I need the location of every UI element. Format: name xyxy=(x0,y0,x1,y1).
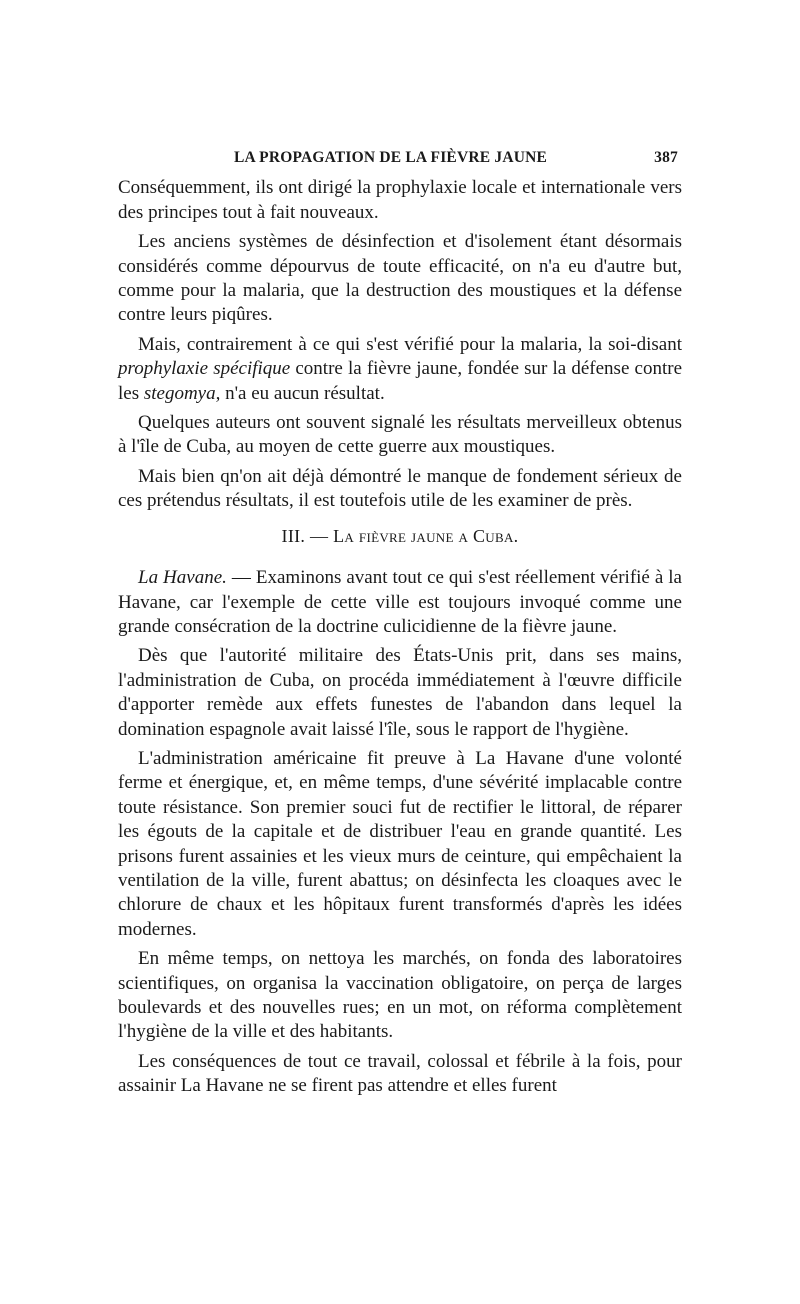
paragraph-10: Les conséquences de tout ce travail, colossal et fébrile à la fois, pour assainir La Havane ne se firent pas attendre et elles furent xyxy=(118,1050,682,1097)
paragraph-4: Quelques auteurs ont souvent signalé les résultats merveilleux obtenus à l'île de Cuba, au moyen de cette guerre aux moustiques. xyxy=(118,412,682,458)
section-title: La fièvre jaune a Cuba. xyxy=(333,525,519,546)
book-page xyxy=(118,146,682,1162)
section-heading xyxy=(118,524,682,548)
paragraph-7: Dès que l'autorité militaire des États-Unis prit, dans ses mains, l'administration de Cuba, on procéda immédiatement à l'œuvre difficile d'apporter remède aux effets funestes de l'abandon dans lequel la domination espagnole avait laissé l'île, sous le rapport de l'hygiène. xyxy=(118,645,682,740)
paragraph-3 xyxy=(118,333,682,406)
paragraph-2: Les anciens systèmes de désinfection et d'isolement étant désormais considérés comme dépourvus de toute efficacité, on n'a eu d'autre but, comme pour la malaria, que la destruction des moustiques et la défense contre leurs piqûres. xyxy=(118,231,682,326)
paragraph-3-emphasis-prophylaxie: prophylaxie spécifique xyxy=(118,358,291,380)
running-head xyxy=(118,146,682,170)
paragraph-3-text-c: n'a eu aucun résultat. xyxy=(220,382,385,404)
paragraph-5: Mais bien qn'on ait déjà démontré le manque de fondement sérieux de ces prétendus résultats, il est toutefois utile de les examiner de près. xyxy=(118,465,682,512)
page-number: 387 xyxy=(654,149,678,166)
running-head-title: LA PROPAGATION DE LA FIÈVRE JAUNE xyxy=(234,149,548,166)
paragraph-1: Conséquemment, ils ont dirigé la prophylaxie locale et internationale vers des principes tout à fait nouveaux. xyxy=(118,177,682,223)
paragraph-6-text: — Examinons avant tout ce qui s'est réellement vérifié à la Havane, car l'exemple de cette ville est toujours invoqué comme une grande consécration de la doctrine culicidienne de la fièvre jaune. xyxy=(118,567,682,637)
paragraph-3-emphasis-stegomya: stegomya, xyxy=(143,382,221,404)
paragraph-6-lead-havane: La Havane. xyxy=(138,567,227,589)
paragraph-8: L'administration américaine fit preuve à La Havane d'une volonté ferme et énergique, et, en même temps, d'une sévérité implacable contre toute résistance. Son premier souci fut de rectifier le littoral, de réparer les égouts de la capitale et de distribuer l'eau en grande quantité. Les prisons furent assainies et les vieux murs de ceinture, qui empêchaient la ventilation de la ville, furent abattus; on désinfecta les cloaques avec le chlorure de chaux et les hôpitaux furent transformés d'après les idées modernes. xyxy=(118,747,682,940)
section-numeral: III. — xyxy=(281,525,334,546)
paragraph-3-text-b: contre la fièvre jaune, fondée sur la défense contre les xyxy=(118,358,682,404)
paragraph-9: En même temps, on nettoya les marchés, on fonda des laboratoires scientifiques, on organisa la vaccination obligatoire, on perça de larges boulevards et des nouvelles rues; en un mot, on réforma complètement l'hygiène de la ville et des habitants. xyxy=(118,948,682,1043)
paragraph-3-text-a: Mais, contrairement à ce qui s'est vérifié pour la malaria, la soi-disant xyxy=(138,333,682,355)
paragraph-6 xyxy=(118,566,682,639)
